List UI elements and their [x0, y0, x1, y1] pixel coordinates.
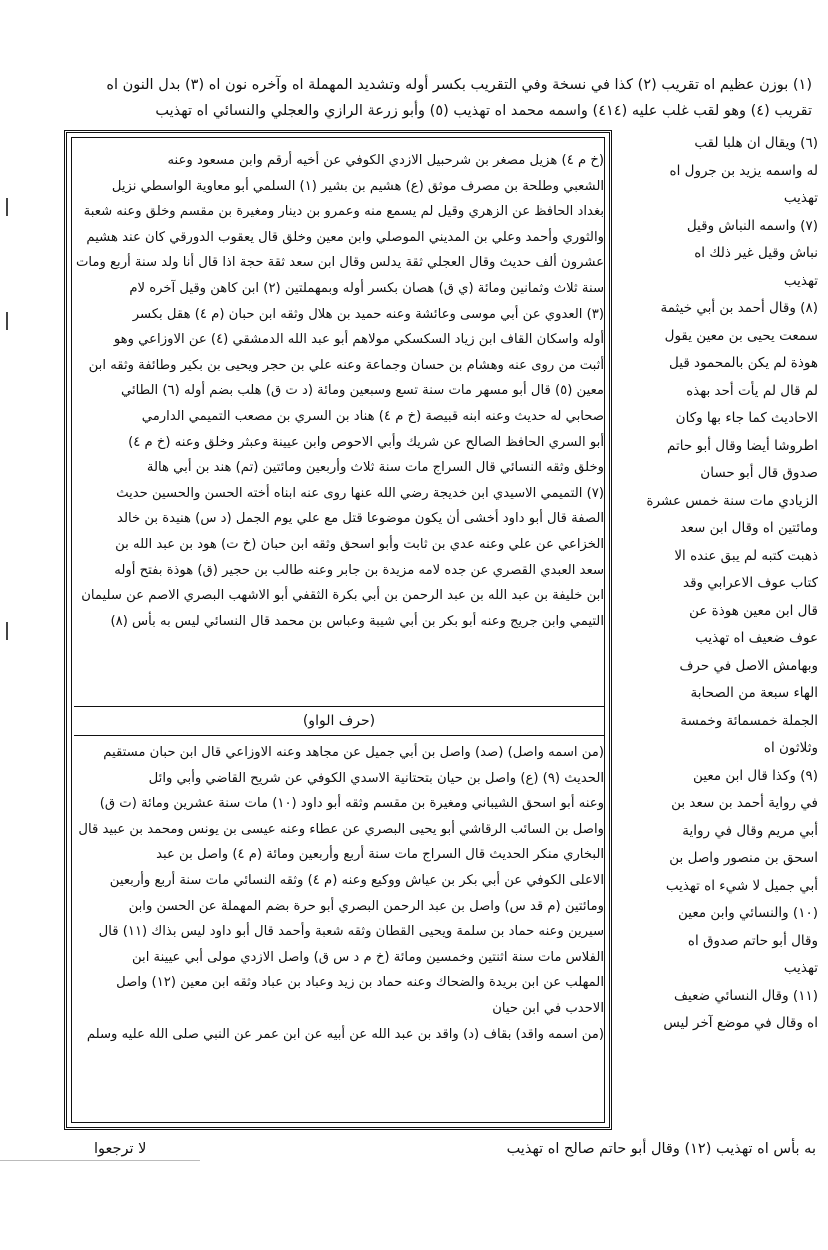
side-note-line: وبهامش الاصل في حرف: [679, 657, 818, 674]
entry-line: (من اسمه واصل) (صد) واصل بن أبي جميل عن مجاهد وعنه الاوزاعي قال ابن حبان مستقيم: [103, 745, 604, 760]
entry-line: سنة ثلاث وثمانين ومائة (ي ق) هصان بكسر أوله وبمهملتين (٢) ابن كاهن وقيل آخره لام: [129, 280, 604, 296]
entry-line: الاحدب في ابن حيان: [492, 1000, 604, 1016]
side-note-line: الجملة خمسمائة وخمسة: [680, 712, 818, 729]
top-footnotes: [60, 72, 812, 124]
entry-line: سيرين وعنه حماد بن سلمة ويحيى القطان وثقه شعبة وأحمد قال أبو داود ليس بذاك (١١) قال: [98, 924, 604, 940]
side-note-line: الزيادي مات سنة خمس عشرة: [646, 492, 818, 509]
side-note-line: أبي مريم وقال في رواية: [682, 822, 818, 839]
side-note-line: لم قال لم يأت أحد بهذه: [686, 382, 818, 399]
entry-line: (خ م ٤) هزيل مصغر بن شرحبيل الازدي الكوفي عن أخيه أرقم وابن مسعود وعنه: [167, 153, 604, 168]
side-note-line: ذهبت كتبه لم يبق عنده الا: [674, 547, 818, 564]
entry-line: البخاري منكر الحديث قال السراج مات سنة أربع وأربعين ومائة (م ٤) واصل بن عبد: [156, 847, 604, 863]
footnote-line: تقريب (٤) وهو لقب غلب عليه (٤١٤) واسمه محمد اه تهذيب (٥) وأبو زرعة الرازي والعجلي والنسائي اه تهذيب: [155, 103, 812, 119]
entry-line: وخلق وثقه النسائي قال السراج مات سنة ثلاث وأربعين ومائتين (تم) هند بن أبي هالة: [146, 460, 604, 476]
side-note-line: سمعت يحيى بن معين يقول: [664, 327, 818, 344]
entry-line: الحديث (٩) (ع) واصل بن حيان بتحتانية الاسدي الكوفي عن شريح القاضي وأبي وائل: [148, 770, 604, 786]
entry-line: المهلب عن ابن بريدة والضحاك وعنه حماد بن زيد وعباد بن عباد وثقه ابن معين (١٢) واصل: [116, 975, 604, 991]
entry-line: أبو السري الحافظ الصالح عن شريك وأبي الاحوص وابن عيينة وعبثر وخلق وعنه (خ م ٤): [128, 434, 604, 450]
side-note-line: (٩) وكذا قال ابن معين: [692, 767, 818, 784]
scan-edge-mark: [6, 622, 8, 640]
entry-line: معين (٥) قال أبو مسهر مات سنة تسع وسبعين ومائة (د ت ق) هلب بضم أوله (٦) الطائي: [120, 383, 604, 399]
side-note-line: وقال أبو حاتم صدوق اه: [687, 932, 818, 949]
entry-line: (٧) التميمي الاسيدي ابن خديجة رضي الله عنها روى عنه ابناه أخته الحسن والحسين حديث: [116, 485, 604, 501]
entry-line: واصل بن السائب الرقاشي أبو يحيى البصري عن عطاء وعنه عيسى بن يونس ومحمد بن عبيد قال: [78, 821, 604, 837]
entry-line: أثبت من روى عنه وهشام بن حسان وجماعة وعنه علي بن حجر ويحيى بن بكير وطائفة وثقه ابن: [88, 357, 604, 373]
side-note-line: قال ابن معين هوذة عن: [689, 602, 818, 619]
side-note-line: هوذة لم يكن بالمحمود قيل: [669, 355, 818, 371]
entry-line: التيمي وابن جريج وعنه أبو بكر بن أبي شيبة وعباس بن محمد قال النسائي ليس به بأس (٨): [110, 613, 604, 629]
entry-line: الصفة قال أبو داود أخشى أن يكون موضوعا قتل مع علي يوم الجمل (د س) هنيدة بن خالد: [117, 511, 604, 527]
entry-line: سعد العبدي القصري عن جده لامه مزيدة بن جابر وعنه طالب بن حجير (ق) هوذة بفتح أوله: [114, 562, 604, 578]
side-notes: [622, 130, 818, 1038]
side-note-line: (٧) واسمه النباش وقيل: [686, 217, 818, 234]
entries-ha-block: [74, 148, 604, 634]
entry-line: أوله واسكان القاف ابن زياد السكسكي مولاهم أبو عبد الله الدمشقي (٤) عن الاوزاعي وهو: [113, 332, 604, 348]
entry-line: (٣) العدوي عن أبي موسى وعائشة وعنه حميد بن هلال وثقه ابن حبان (م ٤) هقل بكسر: [132, 306, 604, 322]
side-note-line: في رواية أحمد بن سعد بن: [671, 795, 818, 811]
side-note-line: اطروشا أيضا وقال أبو حاتم: [667, 437, 818, 454]
entry-line: (من اسمه واقد) بقاف (د) واقد بن عبد الله عن أبيه عن ابن عمر عن النبي صلى الله عليه وسلم: [86, 1026, 604, 1042]
bottom-footnote-line: به بأس اه تهذيب (١٢) وقال أبو حاتم صالح اه تهذيب: [506, 1141, 816, 1157]
scan-edge-mark: [6, 312, 8, 330]
side-note-line: نباش وقيل غير ذلك اه: [694, 245, 818, 261]
entry-line: صحابي له حديث وعنه ابنه قبيصة (خ م ٤) هناد بن السري بن مصعب التميمي الدارمي: [141, 408, 604, 424]
side-note-line: كتاب عوف الاعرابي وقد: [683, 575, 818, 591]
entry-line: الشعبي وطلحة بن مصرف موثق (ع) هشيم بن بشير (١) السلمي أبو معاوية الواسطي نزيل: [111, 178, 604, 194]
side-note-line: (١١) وقال النسائي ضعيف: [674, 987, 818, 1004]
entry-line: الخزاعي عن علي وعنه عدي بن ثابت وأبو اسحق وثقه ابن حبان (خ ت) هود بن عبد الله بن: [115, 536, 604, 552]
catchword: لا ترجعوا: [94, 1141, 147, 1157]
side-note-line: ومائتين اه وقال ابن سعد: [680, 520, 818, 536]
entry-line: الاعلى الكوفي عن أبي بكر بن عياش ووكيع وعنه (م ٤) وثقه النسائي مات سنة أربع وأربعين: [109, 872, 604, 888]
side-note-line: الاحاديث كما جاء بها وكان: [675, 410, 818, 426]
entry-line: الفلاس مات سنة اثنتين وخمسين ومائة (خ م د س ق) واصل الازدي مولى أبي عيينة ابن: [131, 949, 604, 965]
side-note-line: (٦) ويقال ان هلبا لقب: [694, 135, 818, 151]
scan-edge-mark: [6, 198, 8, 216]
entry-line: بغداد الحافظ عن الزهري وقيل لم يسمع منه وعمرو بن دينار ومغيرة بن مقسم وخلق وعنه شعبة: [83, 204, 604, 220]
side-note-line: تهذيب: [783, 190, 818, 206]
side-note-line: اه وقال في موضع آخر ليس: [663, 1015, 818, 1031]
side-note-line: وثلاثون اه: [763, 740, 818, 756]
side-note-line: الهاء سبعة من الصحابة: [690, 685, 818, 701]
footnote-line: (١) بوزن عظيم اه تقريب (٢) كذا في نسخة وفي التقريب بكسر أوله وتشديد المهملة اه وآخره نون اه (٣) بدل النون اه: [106, 77, 812, 93]
side-note-line: تهذيب: [783, 272, 818, 289]
entry-line: والثوري وأحمد وعلي بن المديني الموصلي وابن معين وخلق قال يعقوب الدورقي كان عند هشيم: [86, 229, 604, 245]
side-note-line: (١٠) والنسائي وابن معين: [678, 905, 818, 921]
entry-line: عشرون ألف حديث وقال العجلي ثقة يدلس وقال ابن سعد ثقة حجة اذا قال أنا ولد سنة أربع ومات: [75, 255, 604, 271]
entry-line: وعنه أبو اسحق الشيباني ومغيرة بن مقسم وثقه أبو داود (١٠) مات سنة عشرين ومائة (ت ق): [99, 796, 604, 812]
scan-artifact-line: [0, 1160, 200, 1161]
side-note-line: عوف ضعيف اه تهذيب: [695, 630, 818, 646]
entry-line: ابن خليفة بن عبد الله بن عبد الرحمن بن أبي بكرة الثقفي أبو الاشهب البصري الاصم عن سليمان: [81, 588, 604, 604]
side-note-line: اسحق بن منصور واصل بن: [669, 850, 818, 866]
side-note-line: (٨) وقال أحمد بن أبي خيثمة: [660, 300, 818, 316]
section-title-waw: (حرف الواو): [74, 706, 604, 736]
side-note-line: تهذيب: [783, 960, 818, 976]
side-note-line: صدوق قال أبو حسان: [700, 465, 818, 481]
side-note-line: له واسمه يزيد بن جرول اه: [669, 162, 818, 179]
entries-waw-block: [74, 740, 604, 1047]
entry-line: ومائتين (م قد س) واصل بن عبد الرحمن البصري أبو حرة بضم المهملة عن الحسن وابن: [128, 898, 604, 914]
side-note-line: أبي جميل لا شيء اه تهذيب: [665, 877, 818, 894]
